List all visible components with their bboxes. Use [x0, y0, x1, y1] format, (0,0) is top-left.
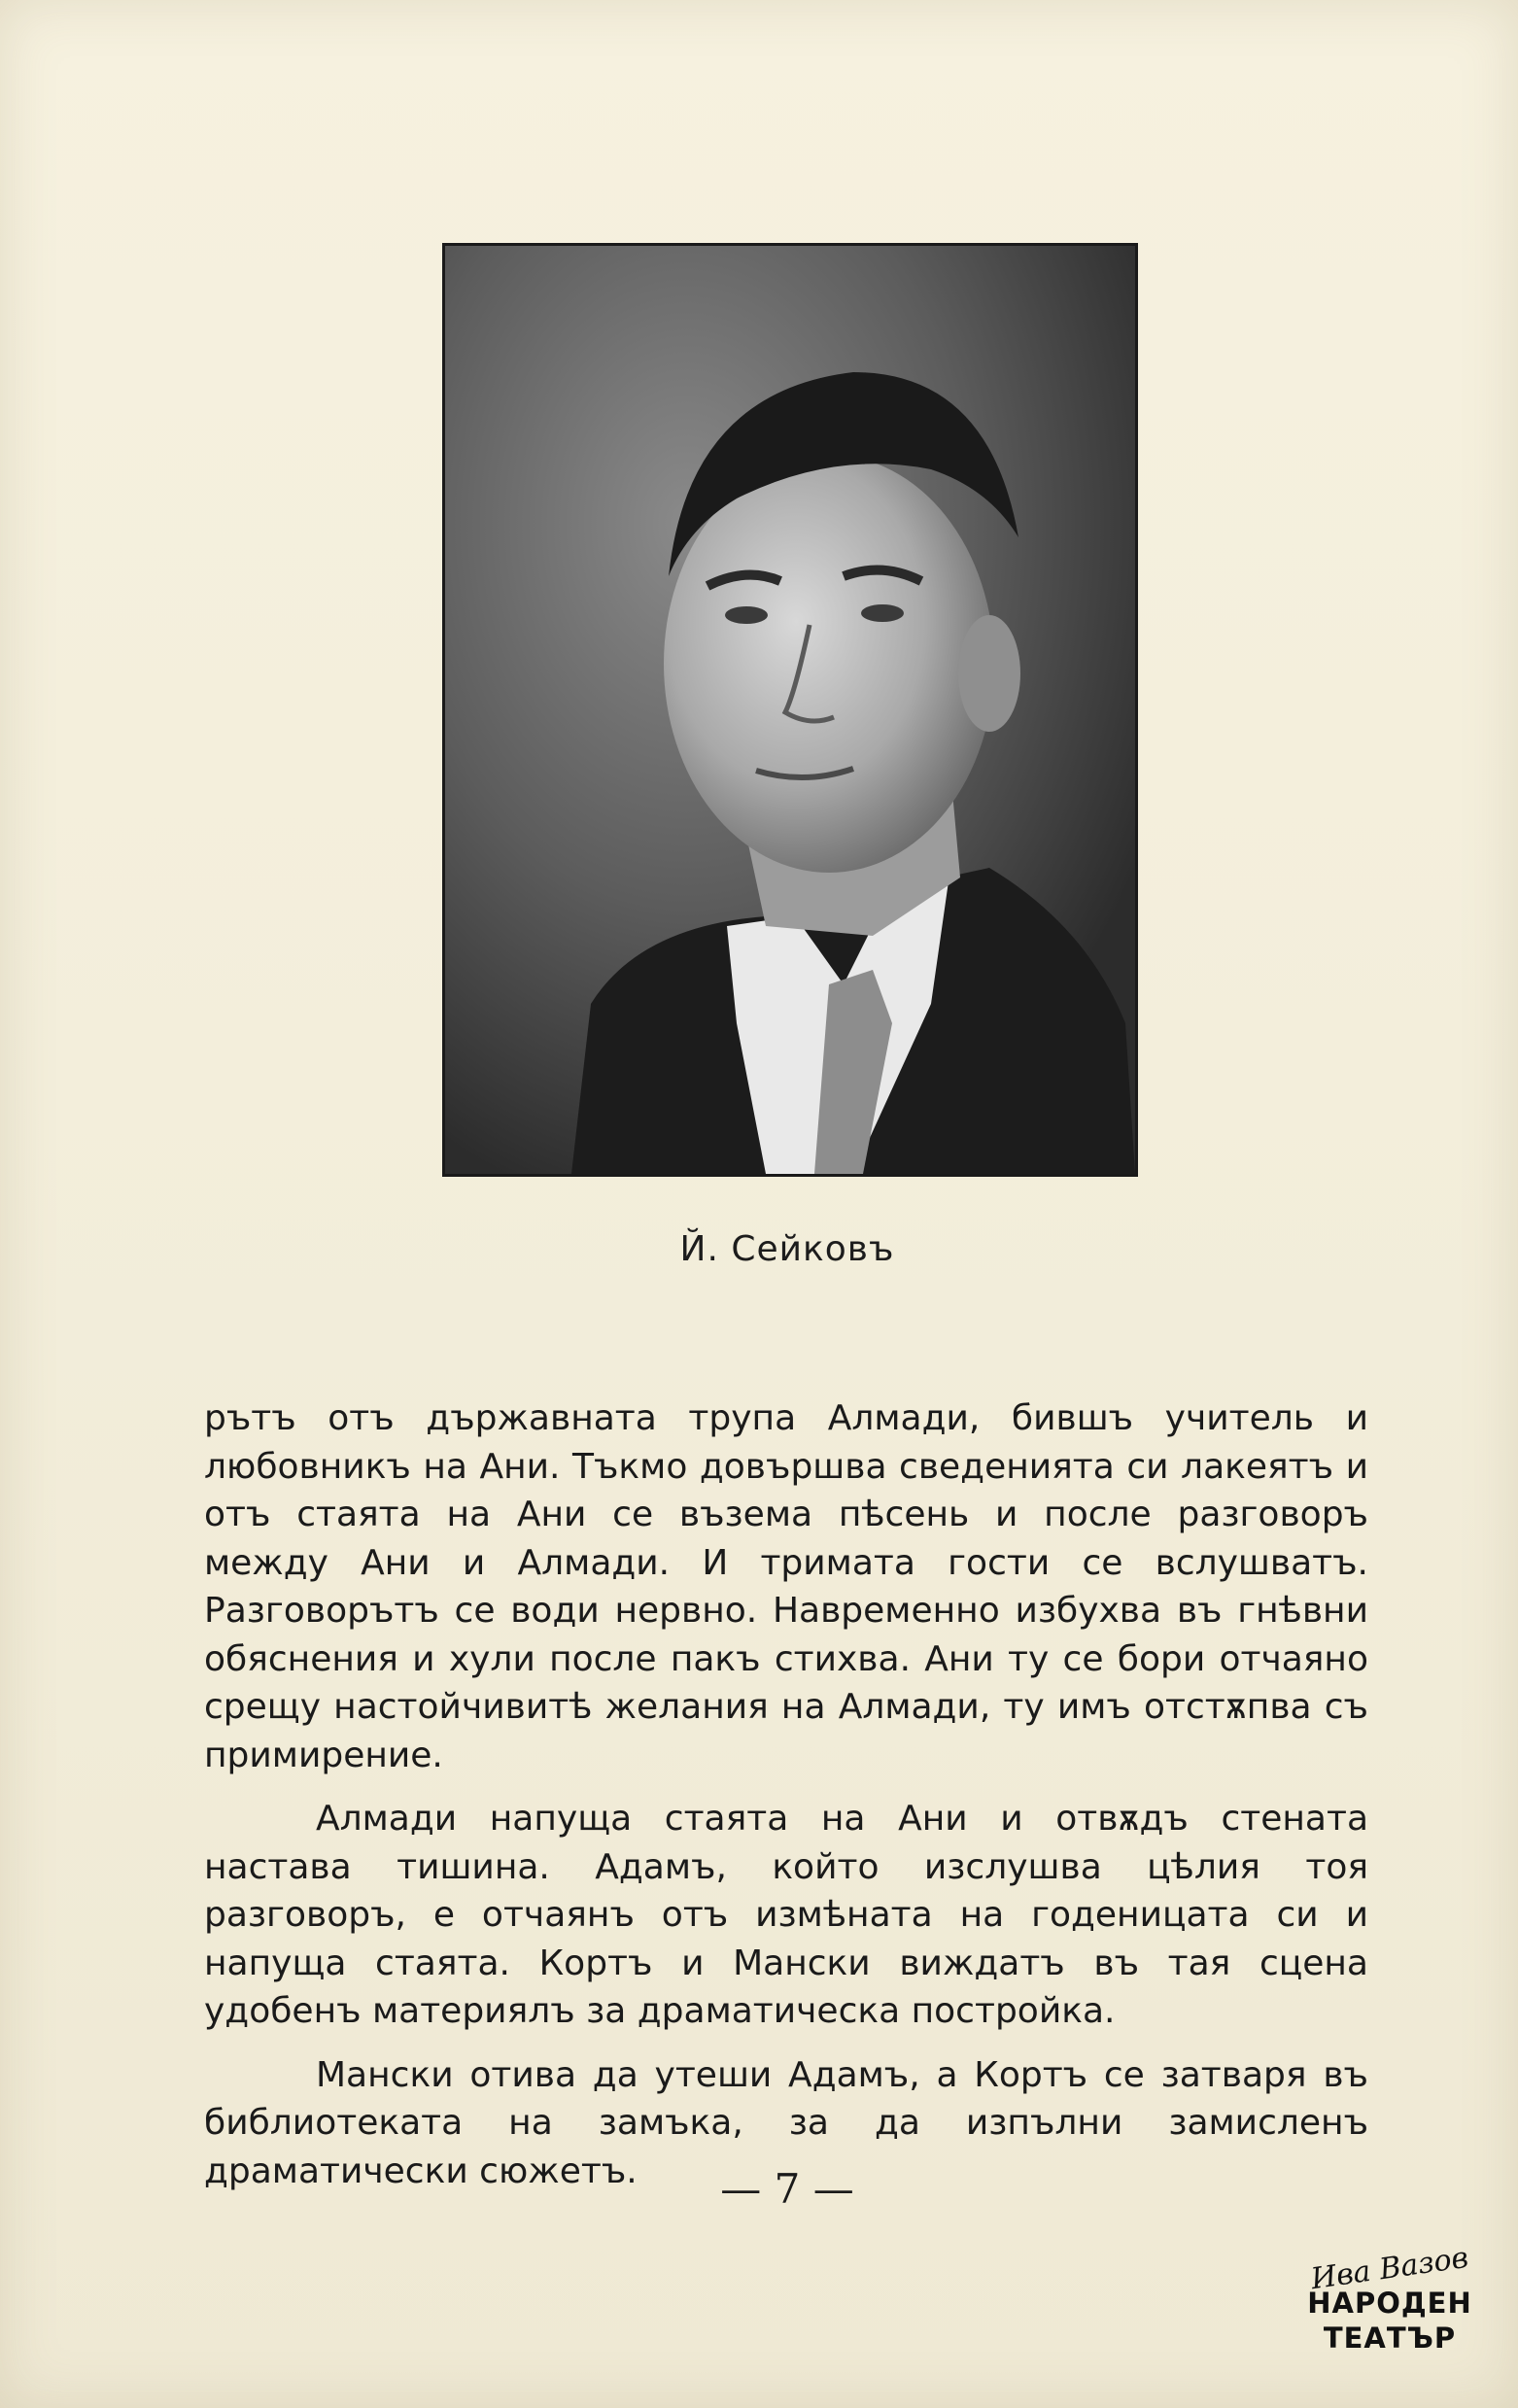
- page-number: — 7 —: [720, 2165, 854, 2213]
- paragraph-3: Мански отива да утеши Адамъ, а Кортъ се затваря въ библиотеката на замъка, за да изпълни замисленъ драматически сюжетъ.: [204, 2054, 1368, 2191]
- stamp-line-2: ТЕАТЪР: [1323, 2322, 1457, 2355]
- body-text: [204, 1394, 1368, 2211]
- stamp-line-1: НАРОДЕН: [1307, 2287, 1472, 2320]
- photo-caption: Й. Сейковъ: [679, 1229, 895, 1269]
- paragraph-1: рътъ отъ държавната трупа Алмади, бившъ учитель и любовникъ на Ани. Тъкмо довършва сведенията си лакеятъ и отъ стаята на Ани се възема пѣсень и после разговоръ между Ани и Алмади. И тримата гости се вслушватъ. Разговорътъ се води нервно. Навременно избухва въ гнѣвни обяснения и хули после пакъ стихва. Ани ту се бори отчаяно срещу настойчивитѣ желания на Алмади, ту имъ отстѫпва съ примирение.: [204, 1398, 1368, 1775]
- stamp-signature: Ивa Вазов: [1308, 2240, 1471, 2297]
- portrait-image: [445, 246, 1135, 1174]
- portrait-photo: [442, 243, 1138, 1177]
- paragraph-2: Алмади напуща стаята на Ани и отвѫдъ стената настава тишина. Адамъ, който изслушва цѣлия тоя разговоръ, е отчаянъ отъ измѣната на годеницата си и напуща стаята. Кортъ и Мански виждатъ въ тая сцена удобенъ материялъ за драматическа постройка.: [204, 1799, 1368, 2031]
- theatre-watermark-logo: [1302, 2240, 1477, 2379]
